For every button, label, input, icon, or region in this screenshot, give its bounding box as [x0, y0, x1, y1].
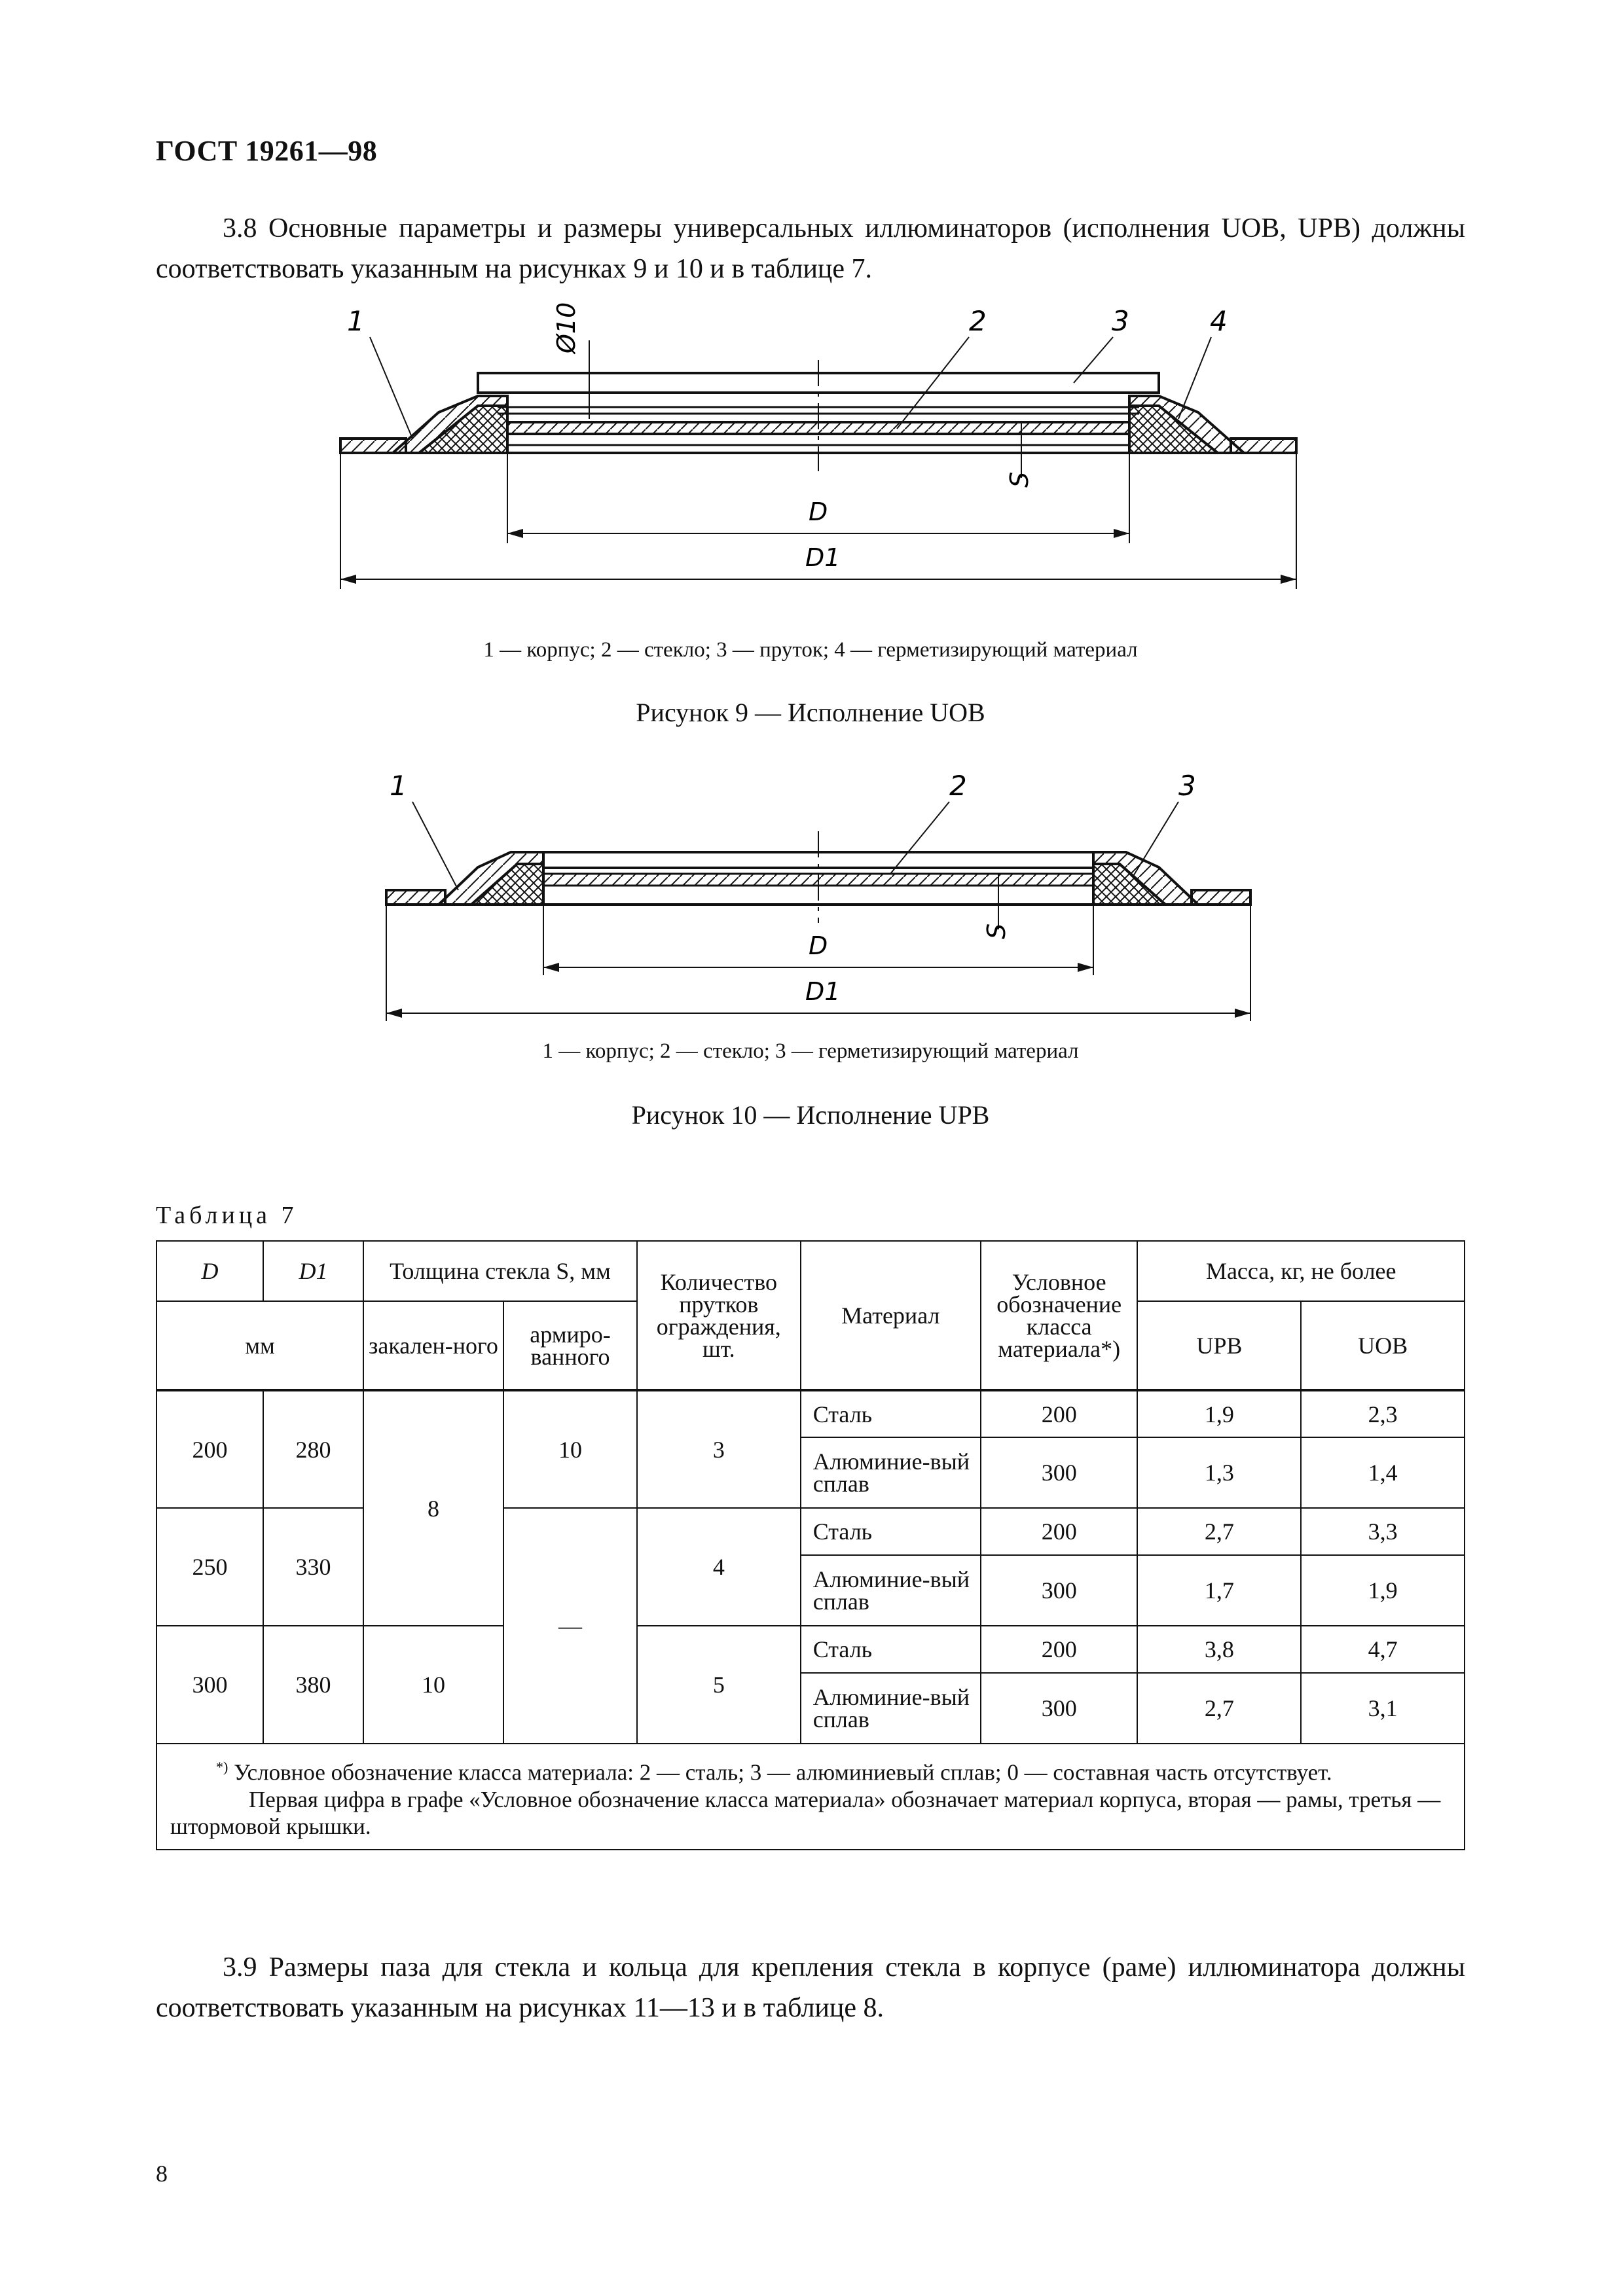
cell-uob: 3,3 — [1301, 1508, 1465, 1555]
cell-class: 200 — [981, 1508, 1138, 1555]
cell-d1: 330 — [263, 1508, 363, 1626]
callout-2: 2 — [969, 305, 987, 337]
header-count: Количество прутков ограждения, шт. — [637, 1241, 801, 1390]
table-notes — [156, 1744, 1465, 1850]
header-reinforced: армиро-ванного — [503, 1301, 637, 1390]
cell-reinforced: — — [503, 1508, 637, 1744]
callout-1: 1 — [390, 770, 407, 802]
cell-class: 300 — [981, 1673, 1138, 1744]
document-header: ГОСТ 19261—98 — [156, 135, 378, 167]
cell-d1: 380 — [263, 1626, 363, 1744]
cell-material: Алюминие-вый сплав — [801, 1673, 981, 1744]
cell-class: 300 — [981, 1437, 1138, 1508]
callout-3: 3 — [1112, 305, 1129, 337]
callout-2: 2 — [949, 770, 967, 802]
paragraph-3-9: 3.9 Размеры паза для стекла и кольца для крепления стекла в корпусе (раме) иллюминатора должны соответствовать указанным на рисунках 11—13 и в таблице 8. — [156, 1952, 1465, 2023]
figure-9-drawing — [327, 288, 1309, 602]
figure-10-caption: Рисунок 10 — Исполнение UPB — [631, 1100, 990, 1130]
cell-count: 3 — [637, 1390, 801, 1508]
figure-9-caption: Рисунок 9 — Исполнение UOB — [636, 698, 985, 727]
table-note-2: Первая цифра в графе «Условное обозначение класса материала» обозначает материал корпуса, вторая — рамы, третья — штормовой крышки. — [170, 1786, 1441, 1839]
s-dimension: S — [1005, 471, 1034, 488]
cell-reinforced: 10 — [503, 1390, 637, 1508]
table-7 — [156, 1240, 1465, 1850]
cell-count: 4 — [637, 1508, 801, 1626]
figure-9-legend: 1 — корпус; 2 — стекло; 3 — пруток; 4 — герметизирующий материал — [483, 638, 1138, 662]
figure-10-drawing — [373, 759, 1264, 1034]
cell-upb: 3,8 — [1137, 1626, 1301, 1673]
page-number: 8 — [156, 2161, 168, 2187]
d1-dimension-label: D1 — [805, 543, 841, 572]
d1-dimension-label: D1 — [805, 977, 841, 1006]
cell-class: 300 — [981, 1555, 1138, 1626]
cell-upb: 1,3 — [1137, 1437, 1301, 1508]
cell-upb: 1,7 — [1137, 1555, 1301, 1626]
cell-uob: 1,9 — [1301, 1555, 1465, 1626]
header-class: Условное обозначение класса материала*) — [981, 1241, 1138, 1390]
cell-class: 200 — [981, 1626, 1138, 1673]
header-material: Материал — [801, 1241, 981, 1390]
cell-material: Алюминие-вый сплав — [801, 1437, 981, 1508]
cell-uob: 2,3 — [1301, 1390, 1465, 1437]
header-tempered: закален-ного — [363, 1301, 503, 1390]
cell-tempered: 10 — [363, 1626, 503, 1744]
paragraph-3-8: 3.8 Основные параметры и размеры универсальных иллюминаторов (исполнения UOB, UPB) должны соответствовать указанным на рисунках 9 и 10 и в таблице 7. — [156, 213, 1465, 284]
d-dimension-label: D — [809, 931, 828, 960]
cell-d1: 280 — [263, 1390, 363, 1508]
cell-material: Сталь — [801, 1508, 981, 1555]
header-d1: D1 — [263, 1241, 363, 1301]
table-7-label: Таблица 7 — [156, 1202, 298, 1229]
header-thickness: Толщина стекла S, мм — [363, 1241, 637, 1301]
callout-4: 4 — [1210, 305, 1228, 337]
cell-uob: 1,4 — [1301, 1437, 1465, 1508]
figure-10-legend: 1 — корпус; 2 — стекло; 3 — герметизирующий материал — [542, 1039, 1079, 1063]
header-mm: мм — [156, 1301, 363, 1390]
callout-1: 1 — [347, 305, 365, 337]
cell-count: 5 — [637, 1626, 801, 1744]
cell-class: 200 — [981, 1390, 1138, 1437]
callout-3: 3 — [1178, 770, 1196, 802]
phi-dimension: Ø10 — [552, 302, 581, 353]
cell-d: 250 — [156, 1508, 263, 1626]
cell-upb: 2,7 — [1137, 1508, 1301, 1555]
cell-upb: 2,7 — [1137, 1673, 1301, 1744]
cell-material: Сталь — [801, 1390, 981, 1437]
header-mass: Масса, кг, не более — [1137, 1241, 1465, 1301]
cell-d: 300 — [156, 1626, 263, 1744]
header-upb: UPB — [1137, 1301, 1301, 1390]
table-note-1: *) Условное обозначение класса материала: 2 — сталь; 3 — алюминиевый сплав; 0 — составная часть отсутствует. — [216, 1759, 1332, 1785]
s-dimension: S — [982, 923, 1011, 939]
cell-tempered: 8 — [363, 1390, 503, 1626]
cell-uob: 3,1 — [1301, 1673, 1465, 1744]
header-d: D — [156, 1241, 263, 1301]
cell-material: Сталь — [801, 1626, 981, 1673]
cell-d: 200 — [156, 1390, 263, 1508]
header-uob: UOB — [1301, 1301, 1465, 1390]
cell-material: Алюминие-вый сплав — [801, 1555, 981, 1626]
cell-upb: 1,9 — [1137, 1390, 1301, 1437]
d-dimension-label: D — [809, 497, 828, 526]
cell-uob: 4,7 — [1301, 1626, 1465, 1673]
